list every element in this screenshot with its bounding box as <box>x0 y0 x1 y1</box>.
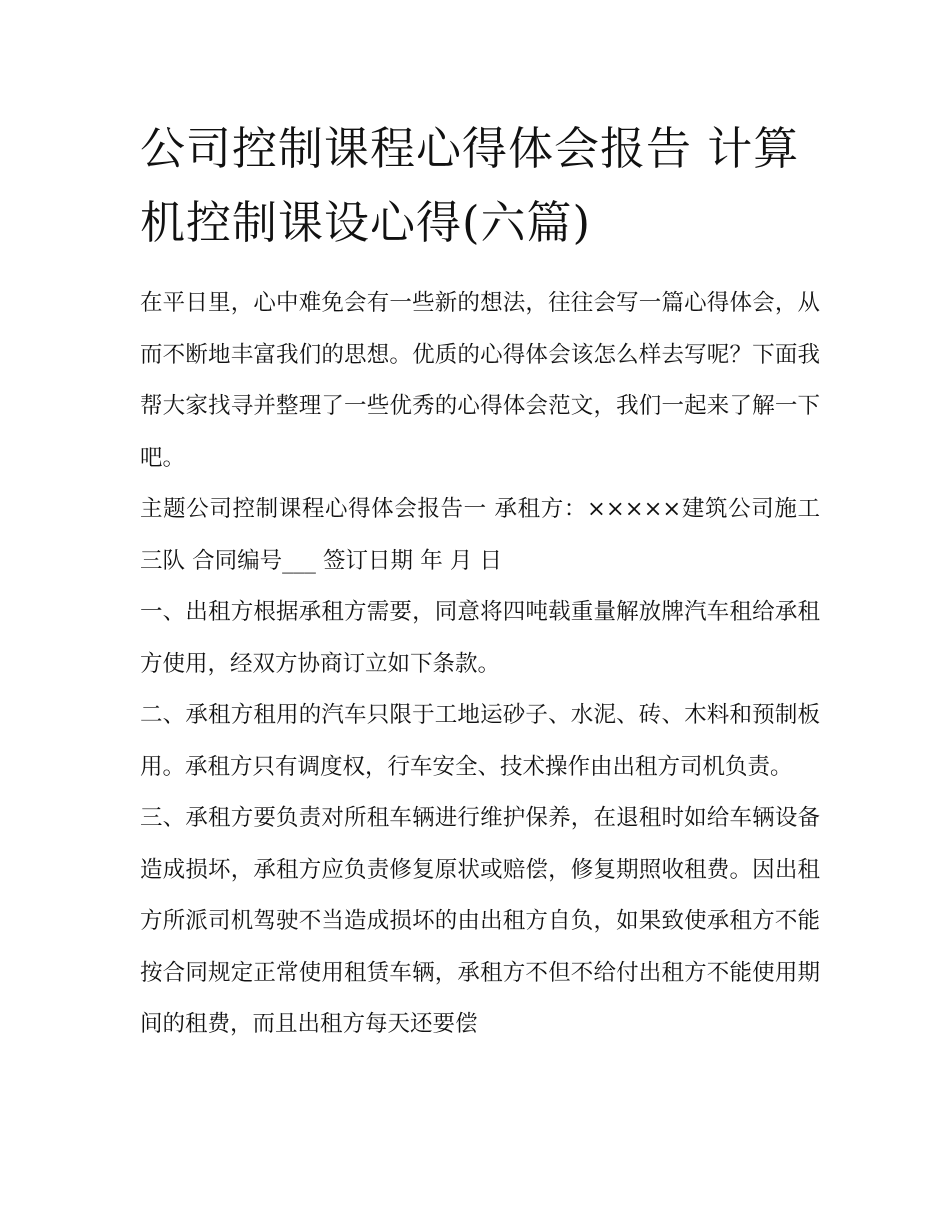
paragraph-clause-1: 一、出租方根据承租方需要，同意将四吨载重量解放牌汽车租给承租方使用，经双方协商订立如下条款。 <box>140 599 820 677</box>
paragraph-intro: 在平日里，心中难免会有一些新的想法，往往会写一篇心得体会，从而不断地丰富我们的思想。优质的心得体会该怎么样去写呢？下面我帮大家找寻并整理了一些优秀的心得体会范文，我们一起来了解一下吧。 <box>140 290 820 471</box>
document-page <box>140 112 820 1051</box>
document-title: 公司控制课程心得体会报告 计算机控制课设心得(六篇) <box>140 122 800 249</box>
paragraph-clause-3: 三、承租方要负责对所租车辆进行维护保养，在退租时如给车辆设备造成损坏，承租方应负责修复原状或赔偿，修复期照收租费。因出租方所派司机驾驶不当造成损坏的由出租方自负，如果致使承租方不能按合同规定正常使用租赁车辆，承租方不但不给付出租方不能使用期间的租费，而且出租方每天还要偿 <box>140 805 820 1037</box>
paragraph-contract-header: 主题公司控制课程心得体会报告一 承租方：×××××建筑公司施工三队 合同编号___ 签订日期 年 月 日 <box>140 496 820 574</box>
paragraph-clause-2: 二、承租方租用的汽车只限于工地运砂子、水泥、砖、木料和预制板用。承租方只有调度权，行车安全、技术操作由出租方司机负责。 <box>140 702 820 780</box>
